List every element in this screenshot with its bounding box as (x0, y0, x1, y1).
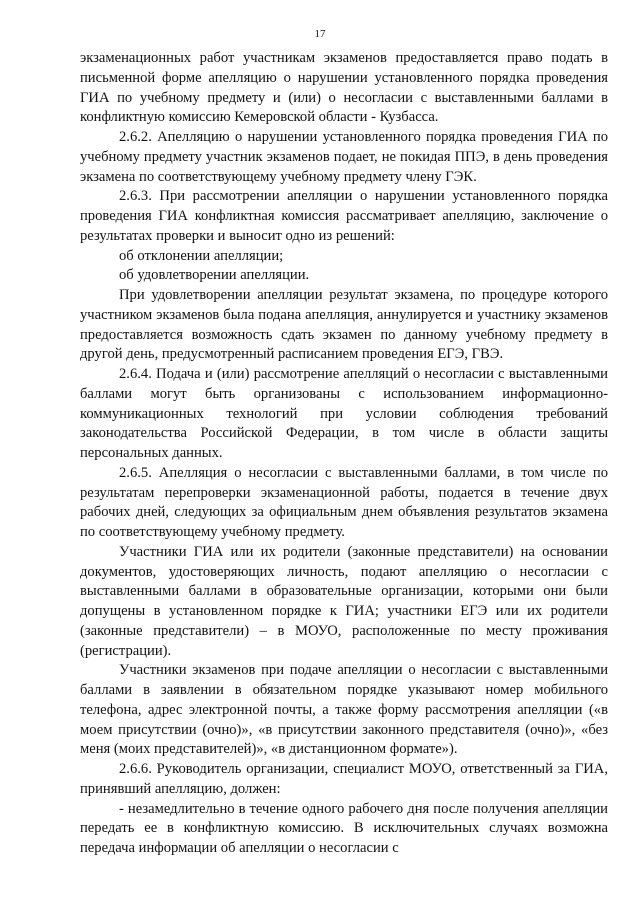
paragraph-satisfaction-result: При удовлетворении апелляции результат экзамена, по процедуре которого участником экзаменов была подана апелляция, аннулируется и участнику экзаменов предоставляется возможность сдать экзамен по данному учебному предмету в другой день, предусмотренный расписанием проведения ЕГЭ, ГВЭ. (80, 287, 608, 363)
paragraph-2-6-6: 2.6.6. Руководитель организации, специалист МОУО, ответственный за ГИА, принявший апелляцию, должен: (80, 761, 608, 797)
paragraph-2-6-4: 2.6.4. Подача и (или) рассмотрение апелляций о несогласии с выставленными баллами могут быть организованы с использованием информационно-коммуникационных технологий при условии соблюдения требований законодательства Российской Федерации, в том числе в области защиты персональных данных. (80, 366, 608, 461)
paragraph-continuation: экзаменационных работ участникам экзаменов предоставляется право подать в письменной форме апелляцию о нарушении установленного порядка проведения ГИА по учебному предмету и (или) о несогласии с выставленными баллами в конфликтную комиссию Кемеровской области - Кузбасса. (80, 50, 608, 126)
paragraph-gia-participants: Участники ГИА или их родители (законные представители) на основании документов, удостоверяющих личность, подают апелляцию о несогласии с выставленными баллами в образовательные организации, которыми они были допущены в установленном порядке к ГИА; участники ЕГЭ или их родители (законные представители) – в МОУО, расположенные по месту проживания (регистрации). (80, 543, 608, 659)
paragraph-transfer-duty: - незамедлительно в течение одного рабочего дня после получения апелляции передать ее в конфликтную комиссию. В исключительных случаях возможна передача информации об апелляции о несогласии с (80, 800, 608, 856)
paragraph-2-6-5: 2.6.5. Апелляция о несогласии с выставленными баллами, в том числе по результатам перепроверки экзаменационной работы, подается в течение двух рабочих дней, следующих за официальным днем объявления результатов экзамена по соответствующему учебному предмету. (80, 464, 608, 540)
paragraph-2-6-2: 2.6.2. Апелляцию о нарушении установленного порядка проведения ГИА по учебному предмету участник экзаменов подает, не покидая ППЭ, в день проведения экзамена по соответствующему учебному предмету члену ГЭК. (80, 129, 608, 185)
decision-option-satisfy: об удовлетворении апелляции. (119, 267, 310, 284)
decision-option-reject: об отклонении апелляции; (119, 247, 284, 264)
page-number: 17 (314, 28, 326, 40)
document-body (80, 49, 608, 859)
paragraph-application-contents: Участники экзаменов при подаче апелляции о несогласии с выставленными баллами в заявлении в обязательном порядке указывают номер мобильного телефона, адрес электронной почты, а также форму рассмотрения апелляции («в моем присутствии (очно)», «в присутствии законного представителя (очно)», «без меня (моих представителей)», «в дистанционном формате»). (80, 662, 608, 758)
paragraph-2-6-3: 2.6.3. При рассмотрении апелляции о нарушении установленного порядка проведения ГИА конфликтная комиссия рассматривает апелляцию, заключение о результатах проверки и выносит одно из решений: (80, 188, 608, 244)
